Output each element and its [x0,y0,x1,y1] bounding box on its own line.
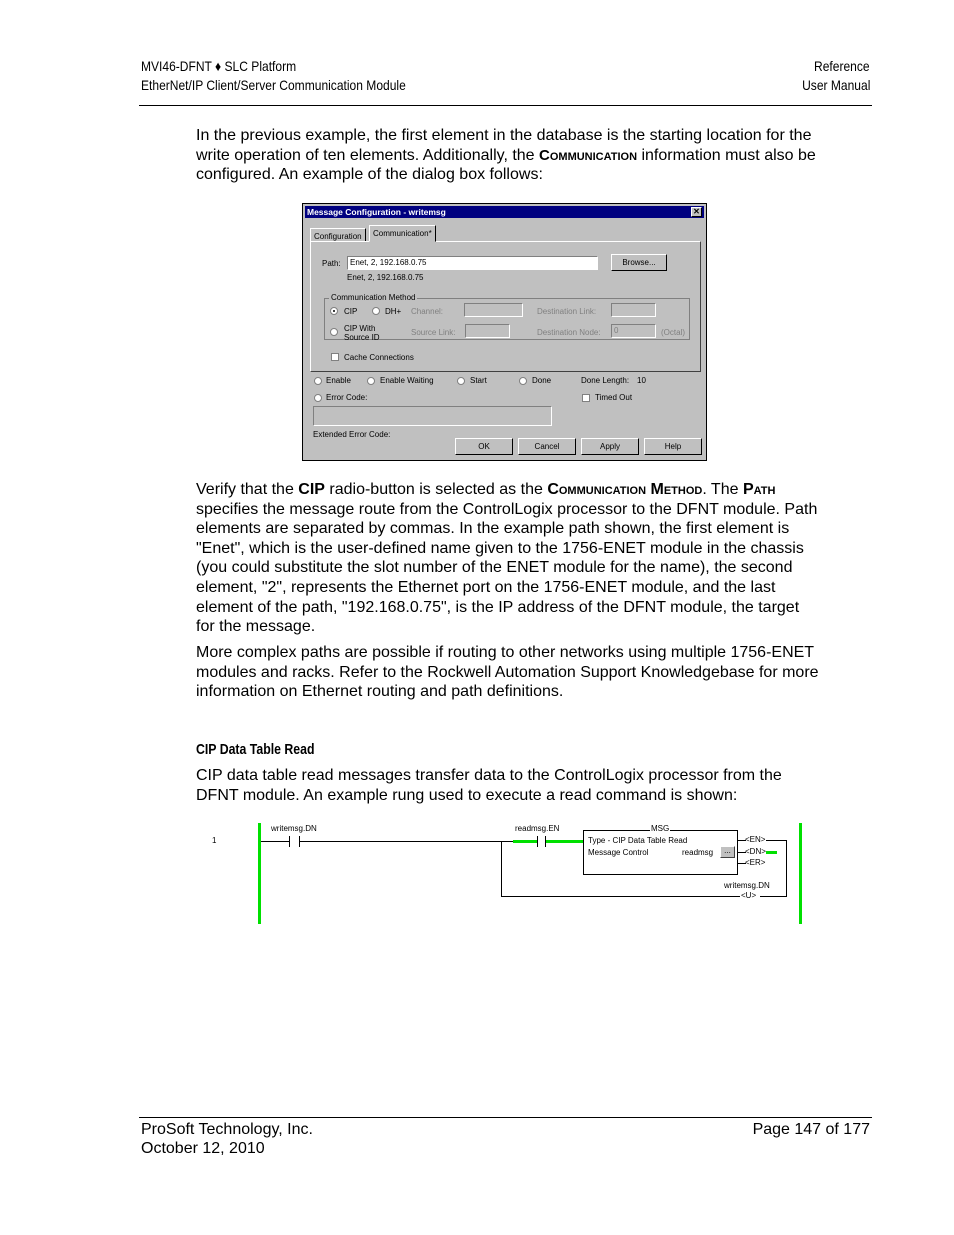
start-label: Start [470,376,487,385]
path-echo: Enet, 2, 192.168.0.75 [347,273,424,282]
dhplus-radio-label: DH+ [385,307,402,316]
header-module-name: EtherNet/IP Client/Server Communication Module [141,77,406,93]
contact2-energized-wire-right [546,840,583,843]
apply-button[interactable]: Apply [581,438,639,455]
done-indicator [519,377,527,385]
footer-date: October 12, 2010 [141,1140,265,1157]
cip-source-label [344,324,380,342]
cancel-button[interactable]: Cancel [518,438,576,455]
dhplus-radio[interactable] [372,307,380,315]
msg-control-label: Message Control [588,848,649,857]
header-section: Reference [814,58,870,74]
intro-text-b: information must also be configured. An example of the dialog box follows: [196,146,816,184]
enable-waiting-indicator [367,377,375,385]
unlatch-symbol: U [745,891,752,900]
channel-label: Channel: [411,307,444,316]
footer-company: ProSoft Technology, Inc. [141,1121,313,1138]
tab-configuration-label: Configuration [314,232,362,241]
done-length-label: Done Length: [581,376,630,385]
er-label: ER [749,858,761,867]
dn-label: DN [749,847,762,856]
dialog-title-bar [305,206,704,218]
cache-connections-label: Cache Connections [344,353,414,362]
cip-source-radio[interactable] [330,328,338,336]
verify-text-a: Verify that the [196,481,299,498]
error-text-box [313,406,552,426]
error-code-label: Error Code: [326,393,368,402]
intro-smallcaps: Communication [539,146,638,164]
tab-communication-label: Communication* [373,229,432,238]
destination-node-label: Destination Node: [537,328,601,337]
timed-out-label: Timed Out [595,393,633,402]
en-label: EN [749,835,761,844]
contact2-body [537,836,546,847]
header-product-line: MVI46-DFNT ♦ SLC Platform [141,58,297,74]
msg-type: Type - CIP Data Table Read [588,836,688,845]
unlatch-tag: writemsg.DN [724,881,770,890]
cip-source-line1: CIP With [344,324,376,333]
unlatch-wire-right [760,896,787,897]
left-power-rail [258,823,261,924]
source-link-input[interactable] [465,324,510,338]
error-code-indicator [314,394,322,402]
intro-paragraph [196,126,821,185]
contact2-tag: readmsg.EN [515,824,560,833]
message-configuration-dialog [302,203,707,461]
close-icon[interactable]: ✕ [691,207,702,217]
extended-error-label: Extended Error Code: [313,430,391,439]
rung-wire-a [261,841,289,842]
enable-indicator [314,377,322,385]
timed-out-checkbox [582,394,590,402]
en-output: <EN> [745,835,766,844]
header-rule [139,105,872,106]
path-input[interactable]: Enet, 2, 192.168.0.75 [347,256,598,270]
communication-panel [310,241,701,372]
path-label: Path: [322,259,341,268]
contact1-tag: writemsg.DN [271,824,317,833]
cip-radio[interactable] [330,307,338,315]
dn-output: <DN> [745,847,766,856]
branch-left-vertical [501,841,502,897]
ok-button[interactable]: OK [455,438,513,455]
msg-title: MSG [651,824,670,833]
start-indicator [457,377,465,385]
done-length-value: 10 [637,376,646,385]
cache-connections-checkbox[interactable] [331,353,339,361]
verify-text-b: radio-button is selected as the [324,481,548,498]
msg-control-tag: readmsg [682,848,714,857]
source-link-label: Source Link: [411,328,456,337]
section-paragraph: CIP data table read messages transfer data to the ControlLogix processor from the DFNT module. An example rung used to execute a read command is shown: [196,767,782,804]
output-right-vertical [786,840,787,897]
verify-text-d: specifies the message route from the ControlLogix processor to the DFNT module. Path elements are separated by commas. In the example path shown, the first element is "Enet", which is the user-defined name given to the 1756-ENET module in the chassis (you could substitute the slot number of the ENET module for the name), the second element, "2", represents the Ethernet port on the 1756-ENET module, and the last element of the path, "192.168.0.75", is the IP address of the DFNT module, the target for the message. [196,500,818,636]
cip-radio-label: CIP [344,307,358,316]
rung-number: 1 [212,836,217,845]
enable-waiting-label: Enable Waiting [380,376,434,385]
dialog-title: Message Configuration - writemsg [307,207,446,217]
rung-wire-b [300,841,513,842]
octal-label: (Octal) [661,328,685,337]
done-label: Done [532,376,552,385]
channel-select[interactable] [464,303,523,317]
verify-text-c: . The [702,481,743,498]
footer-rule [139,1117,872,1118]
msg-browse-button[interactable]: ... [720,846,735,858]
right-power-rail [799,823,802,924]
verify-cip: CIP [298,481,325,498]
header-doc-type: User Manual [801,77,870,93]
tab-communication[interactable] [369,225,436,242]
browse-button[interactable]: Browse... [611,254,667,271]
contact1-left-bar [289,836,290,847]
verify-smallcaps-path: Path [742,481,776,498]
output-wire-en [766,840,786,841]
contact2-energized-wire-left [513,840,537,843]
section-heading: CIP Data Table Read [196,741,315,758]
help-button[interactable]: Help [644,438,702,455]
branch-bottom-wire [501,896,740,897]
unlatch-coil: <U> [741,891,757,900]
er-output: <ER> [745,858,766,867]
tab-configuration[interactable] [310,228,366,242]
destination-link-label: Destination Link: [537,307,597,316]
dn-energized-wire [766,851,777,854]
communication-method-label: Communication Method [331,293,416,302]
complex-paths-paragraph: More complex paths are possible if routing to other networks using multiple 1756-ENET modules and racks. Refer to the Rockwell Automation Support Knowledgebase for more information on Ethernet routing and path definitions. [196,644,819,701]
intro-text-a: In the previous example, the first element in the database is the starting location for the write operation of ten elements. Additionally, the [196,127,812,164]
enable-label: Enable [326,376,351,385]
destination-link-input[interactable] [611,303,656,317]
verify-smallcaps-method: Communication Method [547,481,703,498]
cip-source-line2: Source ID [344,333,380,342]
destination-node-input[interactable]: 0 [611,324,656,338]
footer-page-number: Page 147 of 177 [752,1121,870,1138]
verify-paragraph [196,480,821,637]
